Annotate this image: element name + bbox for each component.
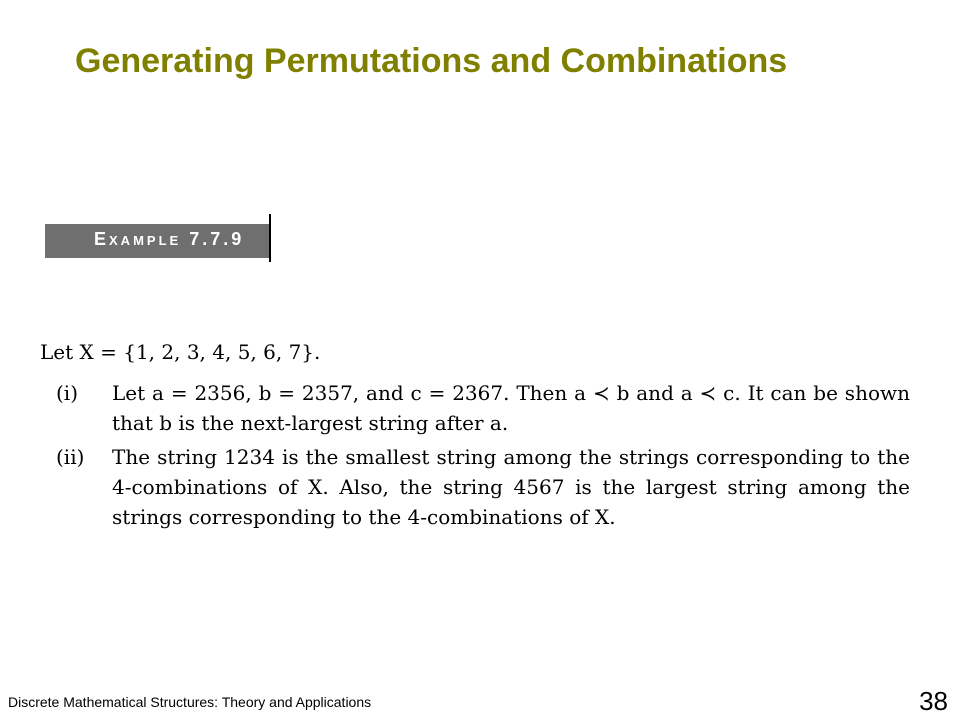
item-marker: (i) (56, 381, 79, 405)
item-marker: (ii) (56, 445, 85, 469)
footer-text: Discrete Mathematical Structures: Theory and Applications (8, 694, 372, 710)
page-number: 38 (919, 686, 948, 716)
example-item-i (40, 378, 910, 438)
example-number: 7.7.9 (189, 229, 245, 249)
example-label-initial: E (94, 229, 110, 249)
example-intro: Let X = {1, 2, 3, 4, 5, 6, 7}. (40, 340, 321, 364)
banner-rule (269, 214, 271, 262)
example-banner (45, 224, 271, 258)
example-item-ii (40, 442, 910, 532)
item-text: The string 1234 is the smallest string among the strings corresponding to the 4-combinations of X. Also, the string 4567 is the largest string among the strings corresponding to the 4-combinations of X. (112, 445, 910, 529)
item-text: Let a = 2356, b = 2357, and c = 2367. Then a ≺ b and a ≺ c. It can be shown that b is the next-largest string after a. (112, 381, 910, 435)
example-label-word: XAMPLE (109, 233, 182, 248)
example-label (94, 229, 244, 250)
example-body (40, 340, 910, 536)
slide-title: Generating Permutations and Combinations (75, 42, 788, 80)
